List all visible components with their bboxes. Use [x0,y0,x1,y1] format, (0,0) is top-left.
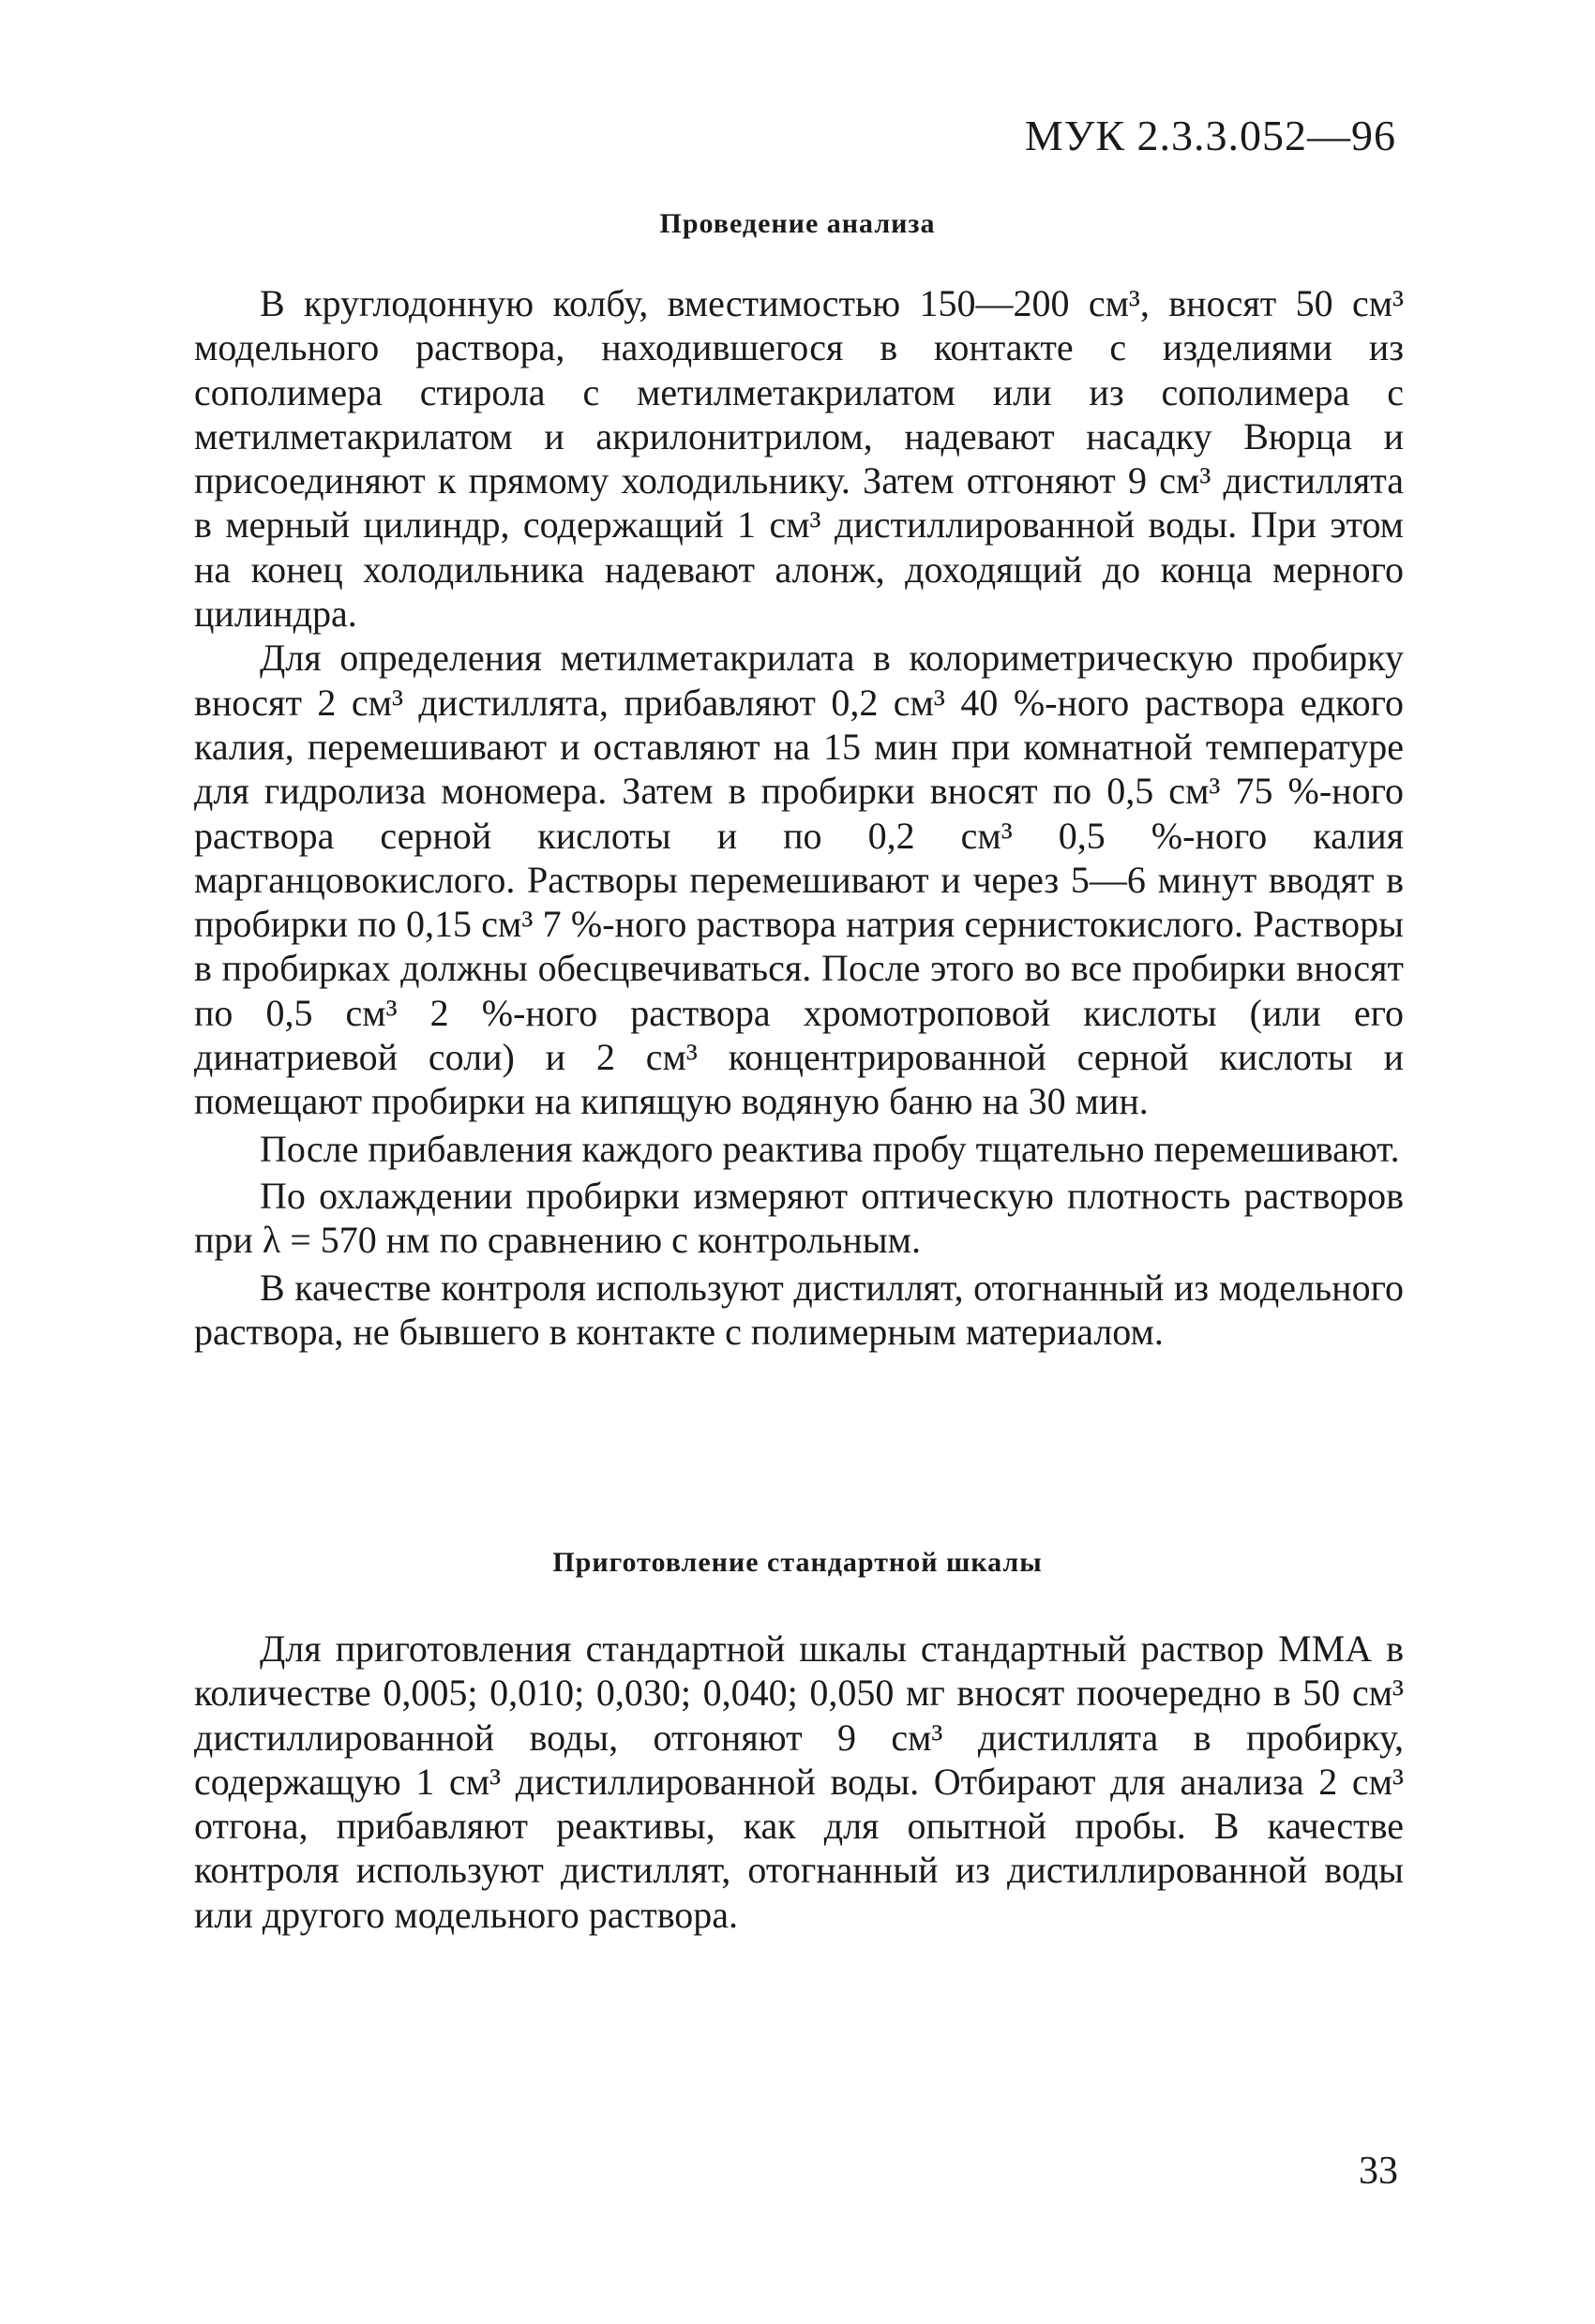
paragraph: Для приготовления стандартной шкалы стандартный раствор ММА в количестве 0,005; 0,010; 0,030; 0,040; 0,050 мг вносят поочередно в 50 см³ дистиллированной воды, отгоняют 9 см³ дистиллята в пробирку, содержащую 1 см³ дистиллированной воды. Отбирают для анализа 2 см³ отгона, прибавляют реактивы, как для опытной пробы. В качестве контроля используют дистиллят, отогнанный из дистиллированной воды или другого модельного раствора. [194,1627,1404,1936]
section-body-standard-scale [194,1627,1404,1937]
paragraph: В круглодонную колбу, вместимостью 150—200 см³, вносят 50 см³ модельного раствора, находившегося в контакте с изделиями из сополимера стирола с метилметакрилатом или из сополимера с метилметакрилатом и акрилонитрилом, надевают насадку Вюрца и присоединяют к прямому холодильнику. Затем отгоняют 9 см³ дистиллята в мерный цилиндр, содержащий 1 см³ дистиллированной воды. При этом на конец холодильника надевают алонж, доходящий до конца мерного цилиндра. [194,282,1404,636]
section-title-analysis: Проведение анализа [659,208,936,239]
section-title-standard-scale: Приготовление стандартной шкалы [552,1547,1043,1578]
paragraph: После прибавления каждого реактива пробу тщательно перемешивают. [260,1127,1400,1170]
paragraph: По охлаждении пробирки измеряют оптическую плотность растворов при λ = 570 нм по сравнению с контрольным. [194,1174,1404,1262]
paragraph: Для определения метилметакрилата в колориметрическую пробирку вносят 2 см³ дистиллята, прибавляют 0,2 см³ 40 %-ного раствора едкого калия, перемешивают и оставляют на 15 мин при комнатной температуре для гидролиза мономера. Затем в пробирки вносят по 0,5 см³ 75 %-ного раствора серной кислоты и по 0,2 см³ 0,5 %-ного калия марганцовокислого. Растворы перемешивают и через 5—6 минут вводят в пробирки по 0,15 см³ 7 %-ного раствора натрия сернистокислого. Растворы в пробирках должны обесцвечиваться. После этого во все пробирки вносят по 0,5 см³ 2 %-ного раствора хромотроповой кислоты (или его динатриевой соли) и 2 см³ концентрированной серной кислоты и помещают пробирки на кипящую водяную баню на 30 мин. [194,637,1404,1123]
page-number: 33 [1359,2150,1398,2193]
document-code: МУК 2.3.3.052—96 [1024,112,1396,159]
section-body-analysis [194,281,1404,1354]
paragraph: В качестве контроля используют дистиллят, отогнанный из модельного раствора, не бывшего в контакте с полимерным материалом. [194,1266,1404,1353]
